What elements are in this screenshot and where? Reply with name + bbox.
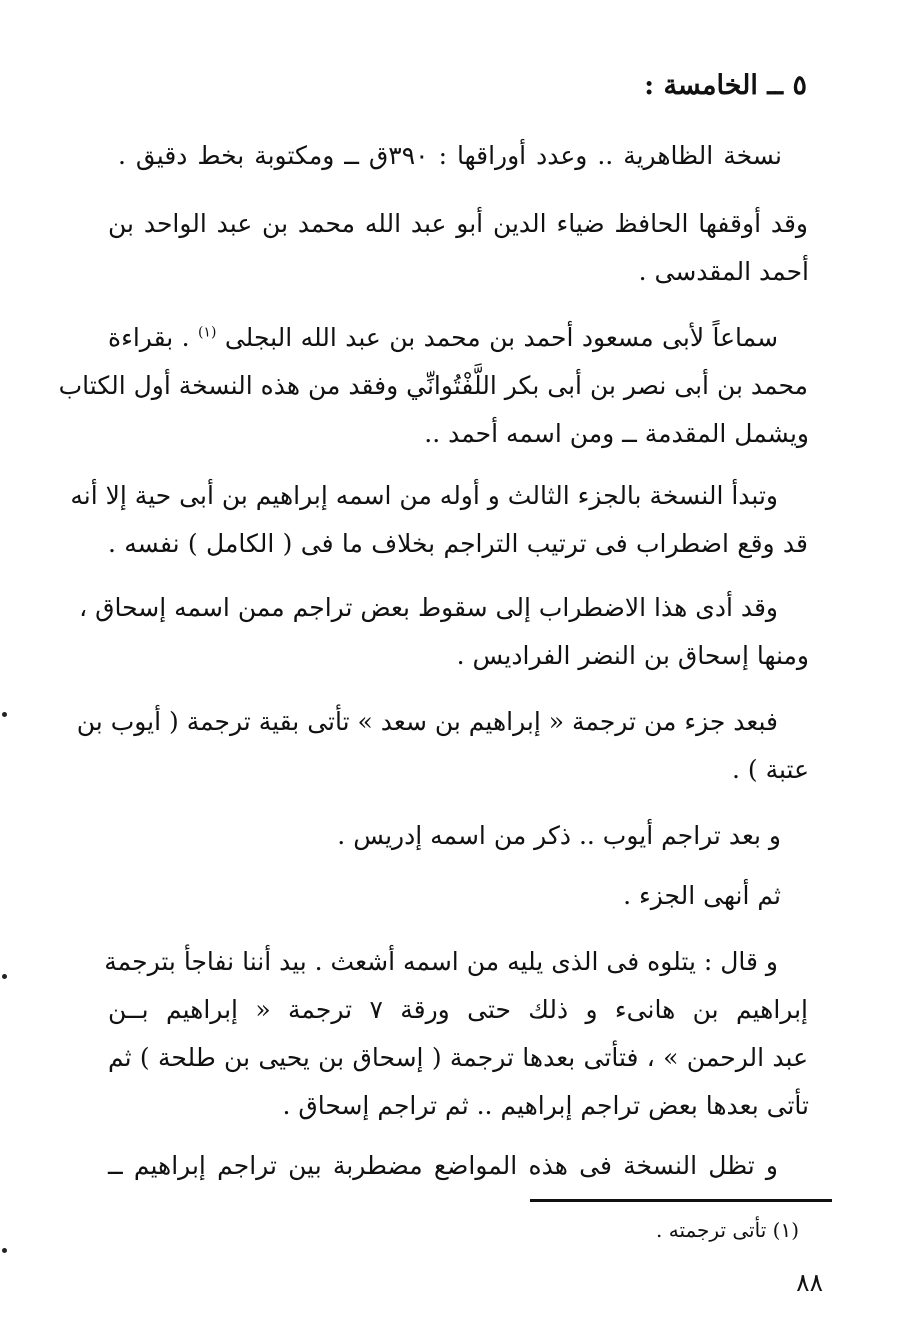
scan-speck	[2, 712, 7, 717]
body-line: وقد أوقفها الحافظ ضياء الدين أبو عبد الله محمد بن عبد الواحد بن	[108, 209, 808, 238]
body-line	[108, 318, 778, 358]
footnote-reference: (١)	[197, 324, 217, 341]
body-line: ومنها إسحاق بن النضر الفراديس .	[456, 641, 809, 670]
body-line: و تظل النسخة فى هذه المواضع مضطربة بين تراجم إبراهيم ــ	[108, 1151, 778, 1180]
body-line: وتبدأ النسخة بالجزء الثالث و أوله من اسمه إبراهيم بن أبى حية إلا أنه	[70, 481, 778, 510]
body-line: عتبة ) .	[731, 755, 809, 784]
body-line: تأتى بعدها بعض تراجم إبراهيم .. ثم تراجم إسحاق .	[282, 1091, 809, 1120]
scan-speck	[2, 1248, 7, 1253]
body-line: و بعد تراجم أيوب .. ذكر من اسمه إدريس .	[337, 821, 781, 850]
body-line: فبعد جزء من ترجمة « إبراهيم بن سعد » تأتى بقية ترجمة ( أيوب بن	[76, 707, 778, 736]
body-line: إبراهيم بن هانىء و ذلك حتى ورقة ٧ ترجمة « إبراهيم بــن	[108, 995, 808, 1024]
body-line: قد وقع اضطراب فى ترتيب التراجم بخلاف ما فى ( الكامل ) نفسه .	[108, 529, 808, 558]
body-text: . بقراءة	[108, 323, 190, 352]
body-line: وقد أدى هذا الاضطراب إلى سقوط بعض تراجم ممن اسمه إسحاق ،	[79, 593, 778, 622]
body-text: سماعاً لأبى مسعود أحمد بن محمد بن عبد الله البجلى	[224, 323, 779, 352]
scan-speck	[2, 974, 7, 979]
footnote-separator	[530, 1199, 832, 1202]
body-line: و قال : يتلوه فى الذى يليه من اسمه أشعث . بيد أننا نفاجأ بترجمة	[104, 947, 778, 976]
section-heading: ٥ ــ الخامسة :	[644, 70, 807, 101]
body-line: ويشمل المقدمة ــ ومن اسمه أحمد ..	[424, 419, 809, 448]
body-line: نسخة الظاهرية .. وعدد أوراقها : ٣٩٠ق ــ ومكتوبة بخط دقيق .	[118, 141, 782, 170]
body-line: أحمد المقدسى .	[638, 257, 809, 286]
body-line: عبد الرحمن » ، فتأتى بعدها ترجمة ( إسحاق بن يحيى بن طلحة ) ثم	[108, 1043, 808, 1072]
footnote: (١) تأتى ترجمته .	[656, 1218, 799, 1242]
body-line: محمد بن أبى نصر بن أبى بكر اللَّفْتُوانِّي وفقد من هذه النسخة أول الكتاب	[58, 371, 808, 400]
page-number: ٨٨	[796, 1268, 823, 1297]
body-line: ثم أنهى الجزء .	[623, 881, 781, 910]
